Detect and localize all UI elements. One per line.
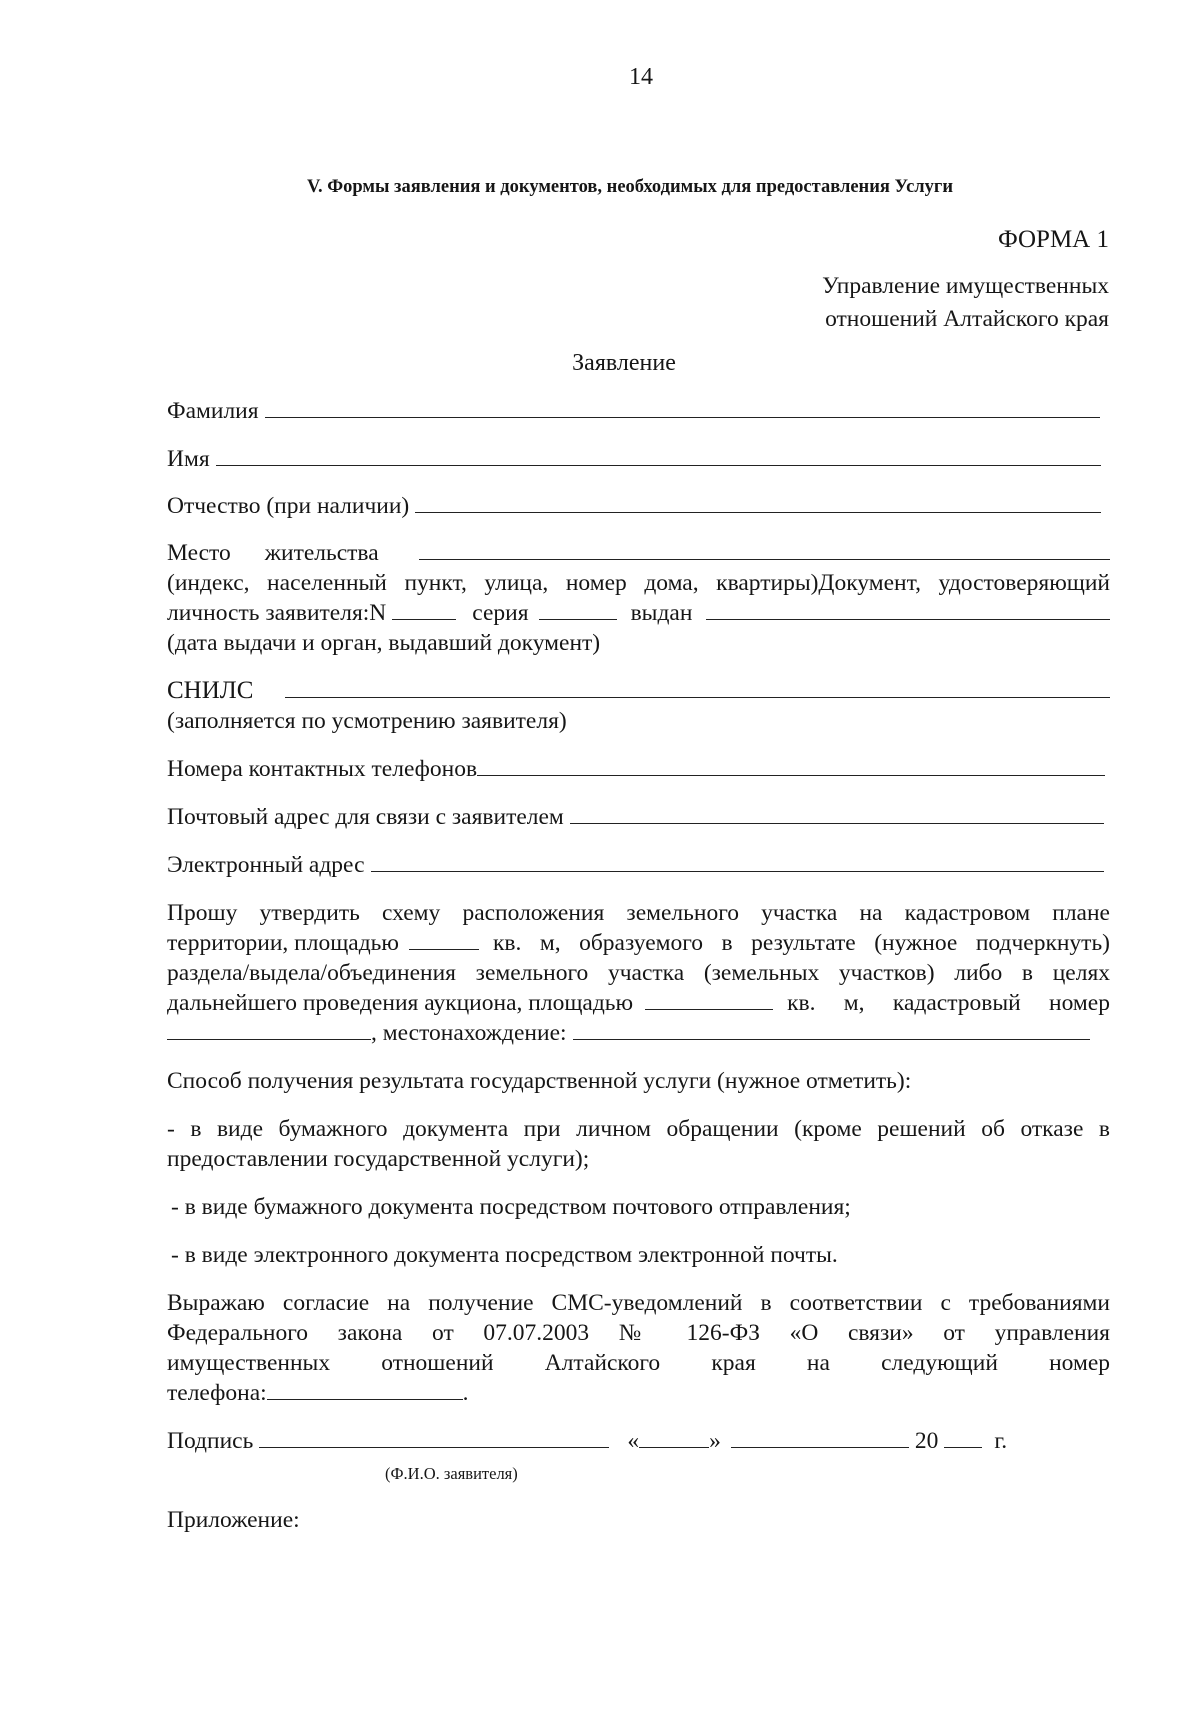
request-text: кв. м, кадастровый номер <box>787 990 1110 1016</box>
fio-caption: (Ф.И.О. заявителя) <box>385 1464 518 1483</box>
method-option-1: - в виде бумажного документа при личном обращении (кроме решений об отказе в <box>167 1116 1110 1142</box>
location-field[interactable] <box>573 1021 1090 1040</box>
residence-hint: (индекс, населенный пункт, улица, номер дома, квартиры)Документ, удостоверяющий <box>167 570 1110 596</box>
consent-line: имущественных отношений Алтайского края на следующий номер <box>167 1350 1110 1376</box>
postal-field[interactable] <box>570 805 1104 824</box>
name-field[interactable] <box>216 447 1101 466</box>
id-number-label: личность заявителя:N <box>167 600 387 626</box>
email-row <box>167 850 1104 880</box>
id-series-label: серия <box>472 600 529 626</box>
patronymic-row <box>167 491 1101 521</box>
request-text: дальнейшего проведения аукциона, площадью <box>167 990 634 1016</box>
document-title: Заявление <box>572 350 676 376</box>
surname-label: Фамилия <box>167 398 259 424</box>
email-label: Электронный адрес <box>167 852 365 878</box>
id-row <box>167 598 1110 628</box>
page-number: 14 <box>629 64 653 90</box>
request-line: Прошу утвердить схему расположения земельного участка на кадастровом плане <box>167 900 1110 926</box>
residence-row <box>167 538 1110 568</box>
addressee-line: отношений Алтайского края <box>825 306 1109 332</box>
id-hint: (дата выдачи и орган, выдавший документ) <box>167 630 601 656</box>
auction-area-field[interactable] <box>645 991 773 1010</box>
consent-phone-label: телефона: <box>167 1380 267 1406</box>
residence-label-word2: жительства <box>264 540 379 566</box>
request-cadastral-row <box>167 1018 1090 1048</box>
residence-label-word1: Место <box>167 540 231 566</box>
method-option-1-cont: предоставлении государственной услуги); <box>167 1146 590 1172</box>
signature-label: Подпись <box>167 1428 254 1454</box>
method-option-2: - в виде бумажного документа посредством почтового отправления; <box>171 1194 851 1220</box>
patronymic-field[interactable] <box>415 494 1101 513</box>
area-field[interactable] <box>409 931 479 950</box>
date-year-field[interactable] <box>944 1429 982 1448</box>
date-month-field[interactable] <box>731 1429 909 1448</box>
date-day-field[interactable] <box>639 1429 709 1448</box>
residence-field[interactable] <box>419 541 1110 560</box>
id-number-field[interactable] <box>392 601 456 620</box>
date-year-suffix: г. <box>994 1428 1008 1454</box>
method-option-3: - в виде электронного документа посредством электронной почты. <box>171 1242 838 1268</box>
consent-line: Выражаю согласие на получение СМС-уведомлений в соответствии с требованиями <box>167 1290 1110 1316</box>
request-text: кв. м, образуемого в результате (нужное подчеркнуть) <box>492 930 1110 956</box>
addressee <box>822 270 1109 336</box>
phones-label: Номера контактных телефонов <box>167 756 478 782</box>
email-field[interactable] <box>371 853 1104 872</box>
name-row <box>167 444 1101 474</box>
consent-line: Федерального закона от 07.07.2003 № 126-ФЗ «О связи» от управления <box>167 1320 1110 1346</box>
cadastral-number-field[interactable] <box>167 1021 371 1040</box>
patronymic-label: Отчество (при наличии) <box>167 493 410 519</box>
id-series-field[interactable] <box>539 601 617 620</box>
addressee-line: Управление имущественных <box>822 273 1109 299</box>
snils-field[interactable] <box>285 679 1110 698</box>
form-label: ФОРМА 1 <box>997 226 1109 253</box>
snils-hint: (заполняется по усмотрению заявителя) <box>167 708 567 734</box>
sms-phone-field[interactable] <box>267 1381 463 1400</box>
surname-field[interactable] <box>265 399 1100 418</box>
surname-row <box>167 396 1100 426</box>
attachment-label: Приложение: <box>167 1507 300 1533</box>
phones-row <box>167 754 1105 784</box>
request-area-row <box>167 928 1110 958</box>
consent-period: . <box>462 1380 469 1406</box>
snils-row <box>167 676 1110 706</box>
date-quote-close: » <box>709 1428 721 1454</box>
name-label: Имя <box>167 446 210 472</box>
date-quote-open: « <box>627 1428 640 1454</box>
signature-field[interactable] <box>259 1429 609 1448</box>
postal-row <box>167 802 1104 832</box>
phones-field[interactable] <box>477 757 1105 776</box>
date-year-prefix: 20 <box>914 1428 939 1454</box>
request-text: , местонахождение: <box>371 1020 567 1046</box>
snils-label: СНИЛС <box>167 677 254 704</box>
signature-row <box>167 1426 1110 1456</box>
method-heading: Способ получения результата государственной услуги (нужное отметить): <box>167 1068 912 1094</box>
section-title: V. Формы заявления и документов, необходимых для предоставления Услуги <box>307 177 953 197</box>
request-auction-row <box>167 988 1110 1018</box>
consent-phone-row <box>167 1378 1110 1408</box>
postal-label: Почтовый адрес для связи с заявителем <box>167 804 564 830</box>
id-issued-field[interactable] <box>706 601 1110 620</box>
request-line: раздела/выдела/объединения земельного участка (земельных участков) либо в целях <box>167 960 1110 986</box>
id-issued-label: выдан <box>630 600 693 626</box>
request-text: территории, площадью <box>167 930 399 956</box>
